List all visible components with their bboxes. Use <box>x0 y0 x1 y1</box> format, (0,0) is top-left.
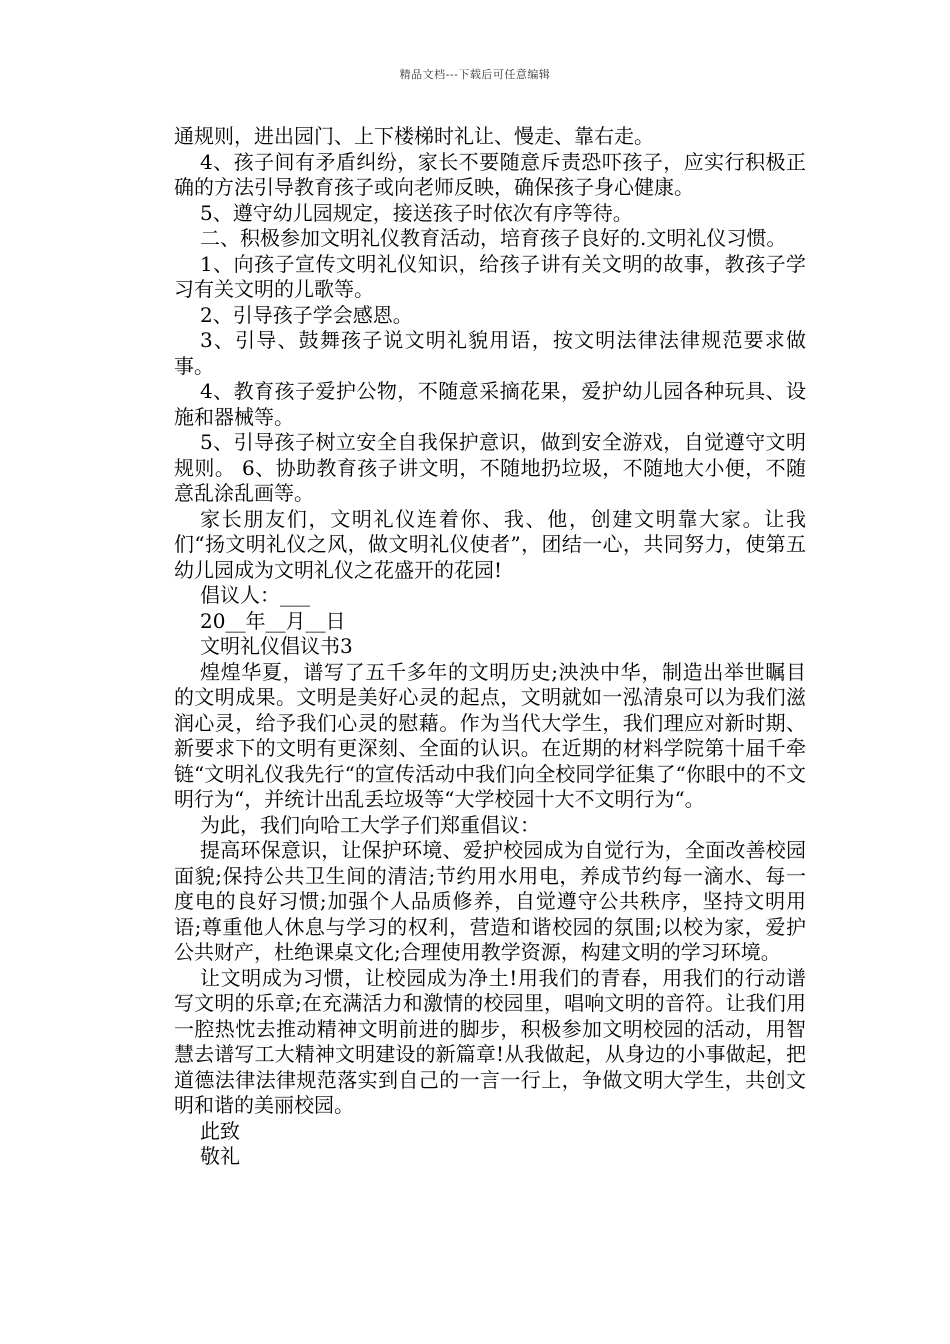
page-header: 精品文档---下载后可任意编辑 <box>399 68 551 81</box>
closing-jingli: 敬礼 <box>200 1144 240 1168</box>
paragraph-item-5: 5、遵守幼儿园规定，接送孩子时依次有序等待。 <box>200 200 633 225</box>
section-title-3: 文明礼仪倡议书3 <box>200 634 353 658</box>
date-line: 20__年__月__日 <box>200 608 346 633</box>
paragraph-item-3: 3、引导、鼓舞孩子说文明礼貌用语，按文明法律法律规范要求做事。 <box>174 328 806 378</box>
paragraph-item-2: 2、引导孩子学会感恩。 <box>200 302 413 327</box>
paragraph-parents: 家长朋友们，文明礼仪连着你、我、他，创建文明靠大家。让我们“扬文明礼仪之风，做文明礼仪使者”，团结一心，共同努力，使第五幼儿园成为文明礼仪之花盛开的花园! <box>174 506 806 582</box>
paragraph-item-5b: 5、引导孩子树立安全自我保护意识，做到安全游戏，自觉遵守文明规则。 6、协助教育孩子讲文明，不随地扔垃圾，不随地大小便，不随意乱涂乱画等。 <box>174 430 806 505</box>
section-heading-2: 二、积极参加文明礼仪教育活动，培育孩子良好的.文明礼仪习惯。 <box>200 226 787 250</box>
paragraph-proposal: 为此，我们向哈工大学子们郑重倡议： <box>200 812 540 837</box>
paragraph-item-4b: 4、教育孩子爱护公物，不随意采摘花果，爱护幼儿园各种玩具、设施和器械等。 <box>174 379 806 429</box>
initiator-line: 倡议人：___ <box>200 583 310 607</box>
paragraph-item-4: 4、孩子间有矛盾纠纷，家长不要随意斥责恐吓孩子，应实行积极正确的方法引导教育孩子或向老师反映，确保孩子身心健康。 <box>174 149 806 199</box>
paragraph-continuation: 通规则，进出园门、上下楼梯时礼让、慢走、靠右走。 <box>174 124 654 148</box>
paragraph-environment: 提高环保意识，让保护环境、爱护校园成为自觉行为，全面改善校园面貌;保持公共卫生间的清洁;节约用水用电，养成节约每一滴水、每一度电的良好习惯;加强个人品质修养，自觉遵守公共秩序，坚持文明用语;尊重他人休息与学习的权利，营造和谐校园的氛围;以校为家，爱护公共财产，杜绝课桌文化;合理使用教学资源，构建文明的学习环境。 <box>174 838 806 964</box>
paragraph-intro: 煌煌华夏，谱写了五千多年的文明历史;泱泱中华，制造出举世瞩目的文明成果。文明是美好心灵的起点，文明就如一泓清泉可以为我们滋润心灵，给予我们心灵的慰藉。作为当代大学生，我们理应对新时期、新要求下的文明有更深刻、全面的认识。在近期的材料学院第十届千牵链“文明礼仪我先行“的宣传活动中我们向全校同学征集了“你眼中的不文明行为“，并统计出乱丢垃圾等“大学校园十大不文明行为“。 <box>174 659 806 811</box>
closing-cizhi: 此致 <box>200 1118 240 1143</box>
document-body <box>174 124 806 1170</box>
paragraph-habit: 让文明成为习惯，让校园成为净土!用我们的青春，用我们的行动谱写文明的乐章;在充满活力和激情的校园里，唱响文明的音符。让我们用一腔热忱去推动精神文明前进的脚步，积极参加文明校园的活动，用智慧去谱写工大精神文明建设的新篇章!从我做起，从身边的小事做起，把道德法律法律规范落实到自己的一言一行上，争做文明大学生，共创文明和谐的美丽校园。 <box>174 965 806 1117</box>
paragraph-item-1: 1、向孩子宣传文明礼仪知识，给孩子讲有关文明的故事，教孩子学习有关文明的儿歌等。 <box>174 251 806 301</box>
